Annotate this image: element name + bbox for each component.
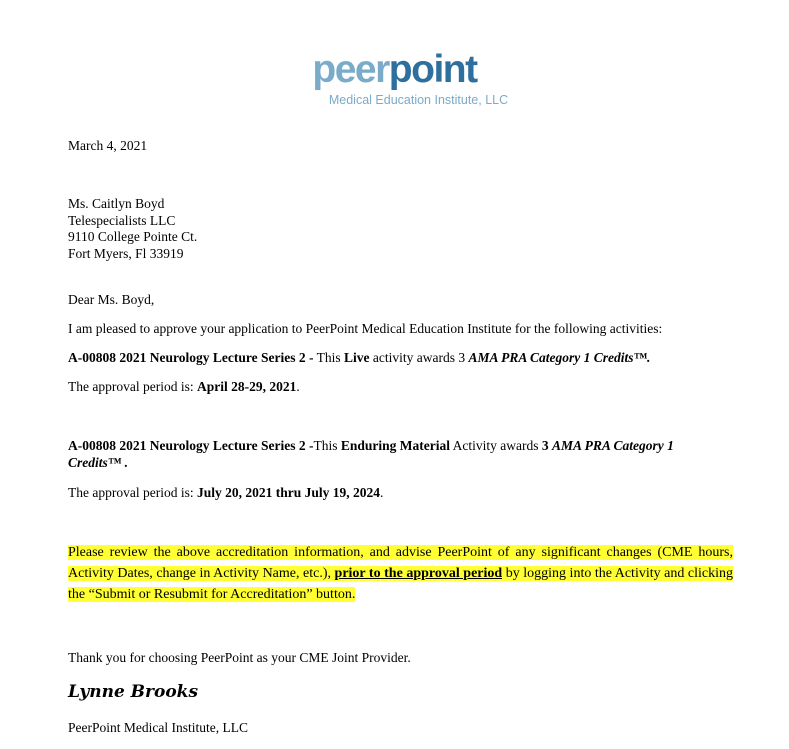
activity-2 (68, 438, 728, 471)
recipient-street: 9110 College Pointe Ct. (68, 229, 198, 244)
logo-subtitle: Medical Education Institute, LLC (328, 93, 509, 107)
notice-emphasis: prior to the approval period (334, 566, 503, 581)
peerpoint-logo (0, 50, 789, 108)
approval-period-1 (68, 379, 300, 396)
activity-1 (68, 350, 650, 367)
logo-word-point: point (388, 48, 477, 91)
approval-period-1-dates: April 28-29, 2021 (196, 379, 297, 394)
activity-2-credits-a: AMA PRA Category 1 (551, 438, 674, 453)
approval-period-1-end: . (296, 379, 300, 394)
approval-period-2-end: . (380, 485, 384, 500)
recipient-address (68, 196, 197, 262)
thank-you-line: Thank you for choosing PeerPoint as your CME Joint Provider. (68, 650, 411, 665)
activity-2-credit-count: 3 (541, 438, 549, 453)
notice-text-a: Please review the above accreditation information, and advise PeerPoint of any significant changes (CME hours, Activity Dates, change in Activity Name, etc.), (68, 545, 733, 581)
logo-word-peer: peer (312, 48, 389, 91)
signature: Lynne Brooks (68, 682, 199, 702)
activity-1-text-b: activity awards 3 (369, 350, 469, 365)
approval-period-2-label: The approval period is: (68, 485, 197, 500)
activity-1-type: Live (343, 350, 370, 365)
logo-wordmark (0, 50, 789, 90)
approval-period-1-label: The approval period is: (68, 379, 197, 394)
recipient-company: Telespecialists LLC (68, 212, 176, 228)
approval-period-2-dates: July 20, 2021 thru July 19, 2024 (196, 485, 380, 500)
activity-1-title: A-00808 2021 Neurology Lecture Series 2 - (68, 350, 314, 365)
letter-date: March 4, 2021 (68, 138, 148, 153)
activity-2-credits-b: Credits™ . (68, 454, 129, 470)
accreditation-notice (68, 542, 733, 605)
signoff-organization: PeerPoint Medical Institute, LLC (68, 720, 248, 735)
notice-text-b: by logging into the Activity and clicking the “Submit or Resubmit for Accreditation” button. (68, 566, 733, 602)
salutation: Dear Ms. Boyd, (68, 292, 155, 307)
recipient-name: Ms. Caitlyn Boyd (68, 196, 165, 211)
recipient-city: Fort Myers, Fl 33919 (68, 245, 184, 261)
activity-2-text-a: This (313, 438, 341, 453)
intro-paragraph: I am pleased to approve your application to PeerPoint Medical Education Institute for the following activities: (68, 321, 663, 336)
activity-1-text-a: This (313, 350, 344, 365)
activity-1-credits: AMA PRA Category 1 Credits™. (468, 350, 651, 365)
activity-2-title: A-00808 2021 Neurology Lecture Series 2 - (68, 438, 314, 453)
activity-2-text-b: Activity awards (450, 438, 542, 453)
approval-period-2 (68, 485, 383, 502)
activity-2-type: Enduring Material (340, 438, 450, 453)
